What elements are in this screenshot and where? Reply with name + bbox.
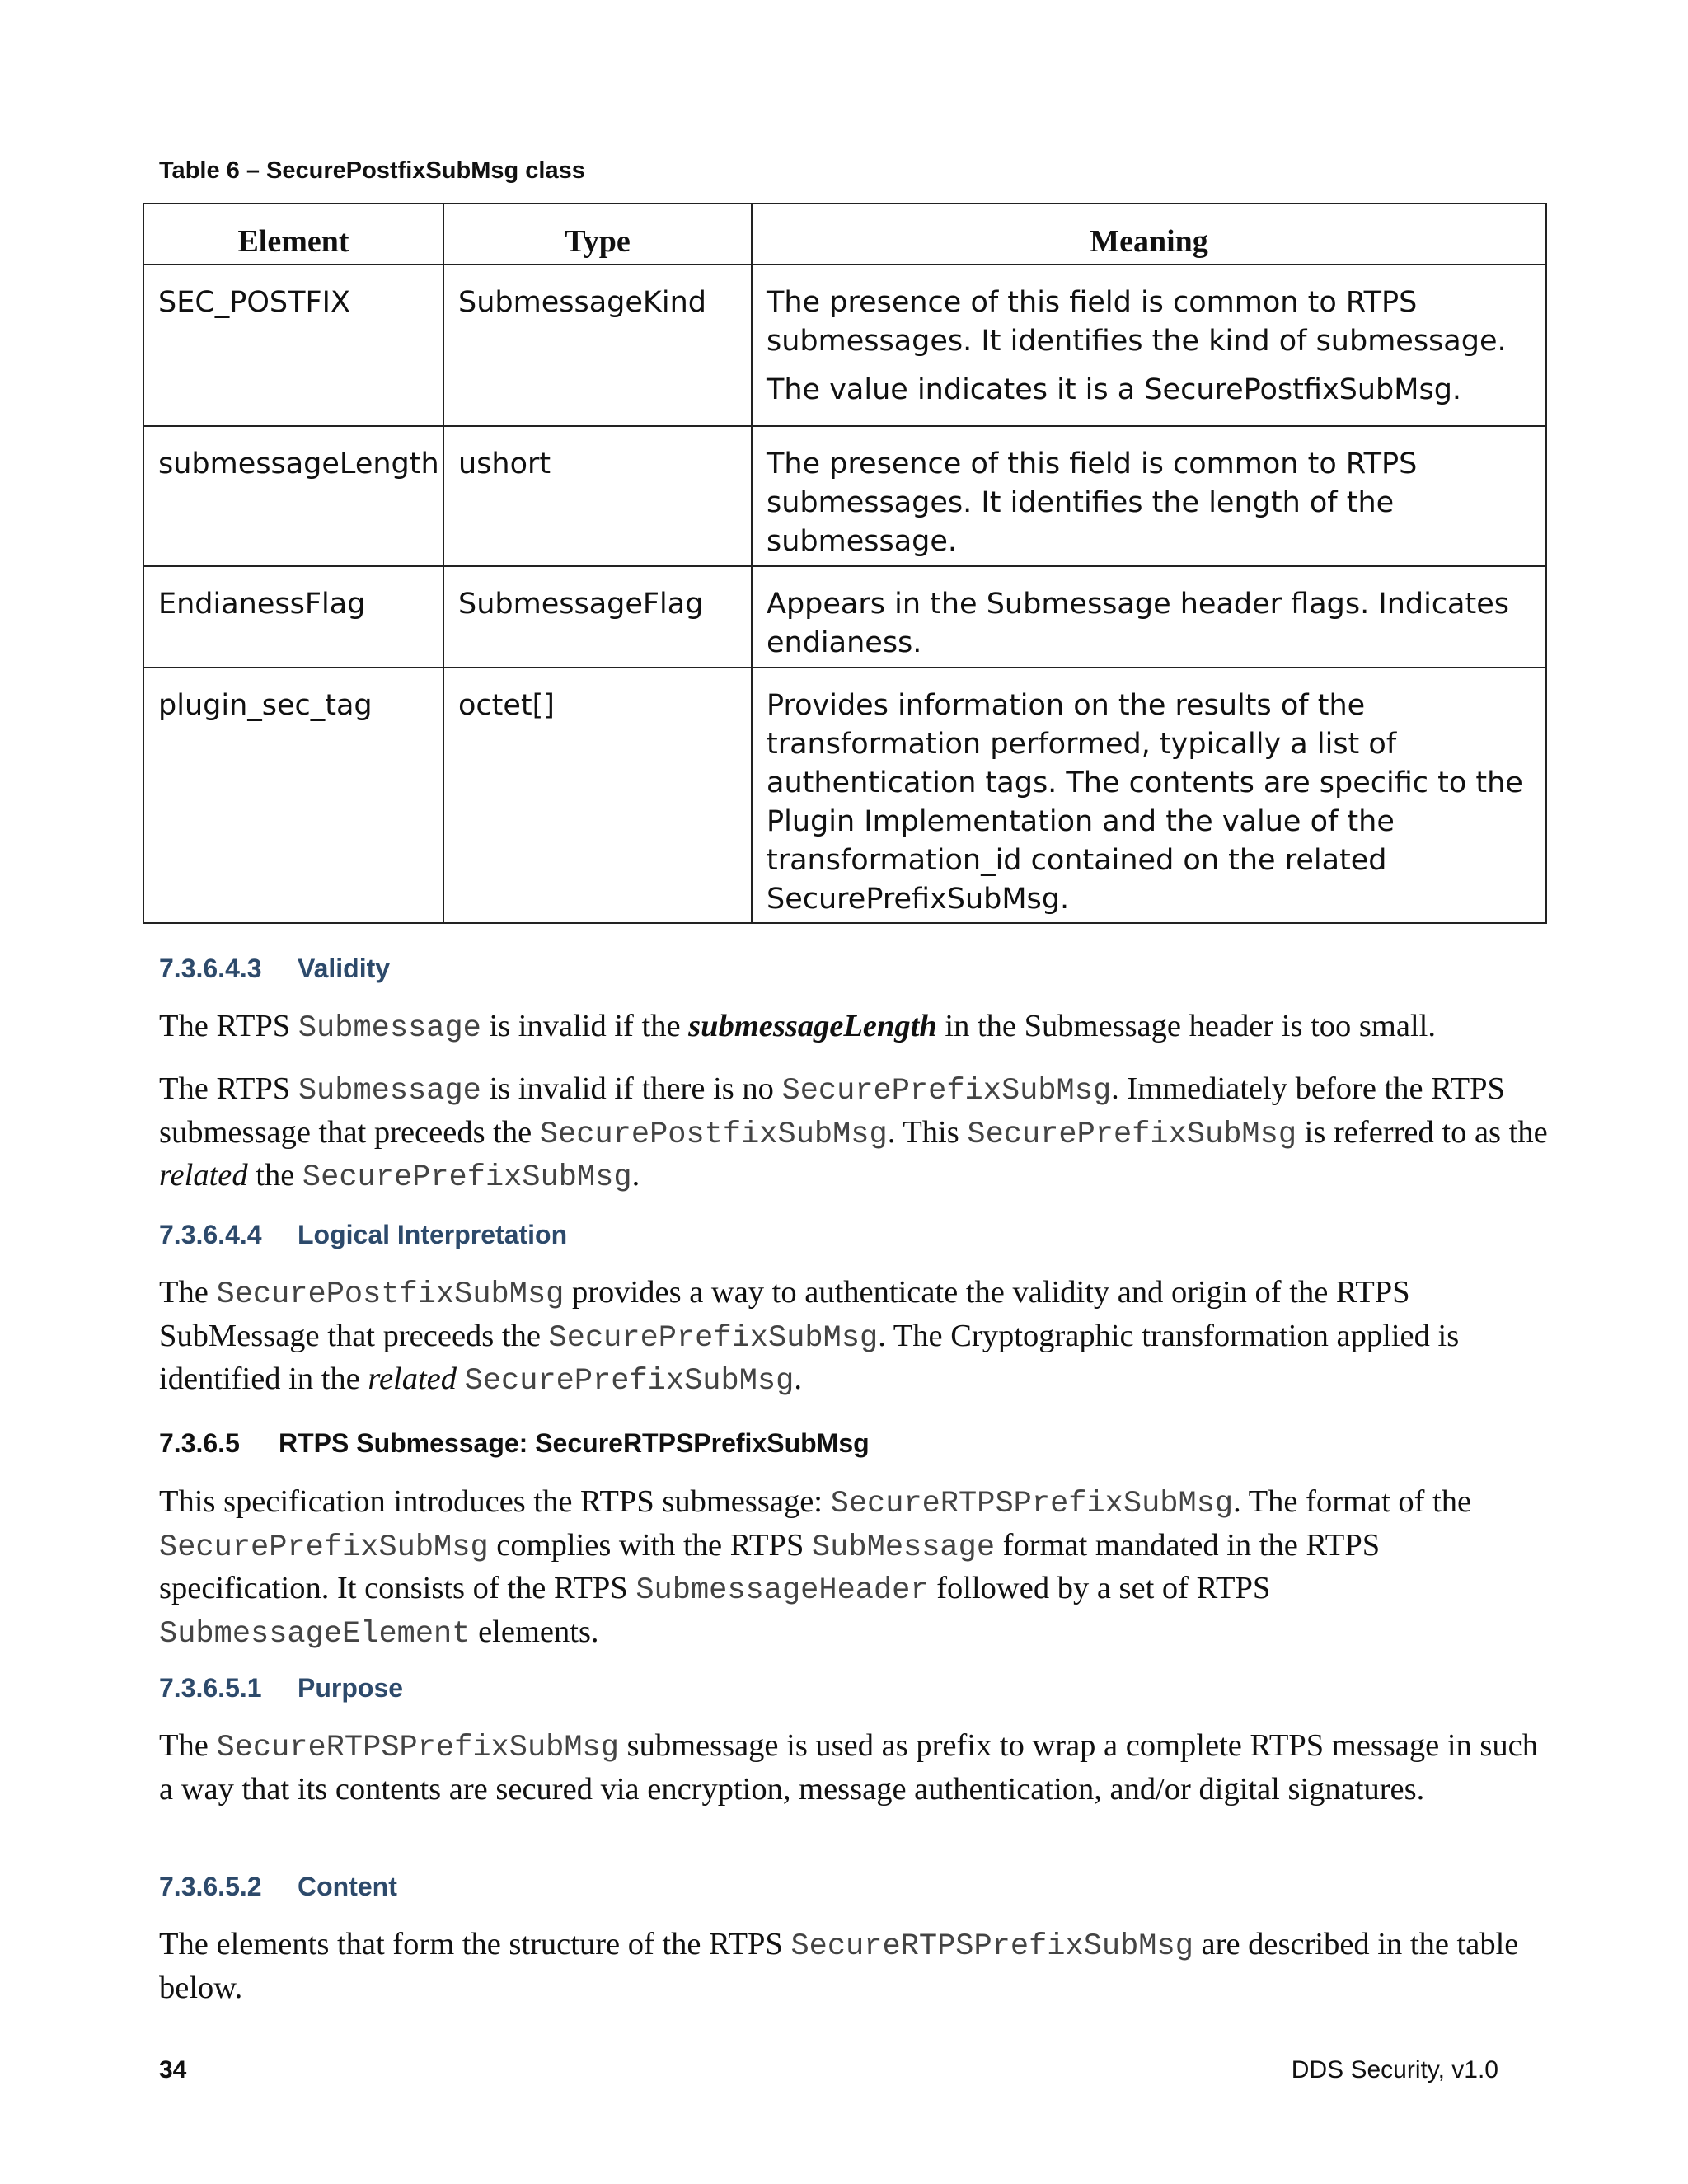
code-term: SecurePostfixSubMsg — [216, 1277, 565, 1312]
validity-paragraph-1: The RTPS Submessage is invalid if the submessageLength in the Submessage header is too small. — [159, 1009, 1436, 1046]
section-number: 7.3.6.4.3 — [159, 954, 262, 983]
code-term: SecurePrefixSubMsg — [548, 1320, 879, 1356]
column-header-element: Element — [143, 204, 443, 265]
section-heading-validity — [159, 954, 390, 984]
code-term: SecurePrefixSubMsg — [781, 1074, 1112, 1108]
code-term: SecurePostfixSubMsg — [539, 1117, 888, 1152]
cell-element: SEC_POSTFIX — [143, 265, 443, 426]
cell-type: SubmessageFlag — [443, 566, 752, 668]
italic-term: related — [368, 1361, 457, 1396]
cell-meaning — [752, 668, 1546, 923]
section-number: 7.3.6.5.2 — [159, 1872, 262, 1901]
section-number: 7.3.6.4.4 — [159, 1220, 262, 1249]
code-term: SecurePrefixSubMsg — [159, 1530, 489, 1565]
cell-meaning — [752, 566, 1546, 668]
code-term: SecureRTPSPrefixSubMsg — [216, 1731, 619, 1765]
code-term: SecurePrefixSubMsg — [302, 1160, 632, 1195]
code-term: SubmessageElement — [159, 1616, 471, 1652]
purpose-paragraph: The SecureRTPSPrefixSubMsg submessage is used as prefix to wrap a complete RTPS message in such a way that its contents are secured via encryption, message authentication, and/or digital signatures. — [159, 1728, 1539, 1807]
column-header-type: Type — [443, 204, 752, 265]
table-row — [143, 566, 1546, 668]
cell-meaning — [752, 426, 1546, 566]
section-heading-logical-interpretation — [159, 1220, 567, 1250]
cell-meaning — [752, 265, 1546, 426]
emphasis-term: submessageLength — [688, 1009, 937, 1043]
cell-type: ushort — [443, 426, 752, 566]
section-number: 7.3.6.5.1 — [159, 1673, 262, 1703]
code-term: SecureRTPSPrefixSubMsg — [790, 1929, 1193, 1964]
cell-element: EndianessFlag — [143, 566, 443, 668]
section-title: Purpose — [298, 1673, 404, 1703]
cell-element: submessageLength — [143, 426, 443, 566]
page-number: 34 — [159, 2056, 187, 2083]
table-header-row — [143, 204, 1546, 265]
section-title: Validity — [298, 954, 391, 983]
meaning-paragraph: Provides information on the results of the transformation performed, typically a list of authentication tags. The contents are specific to the Plugin Implementation and the value of the transformation_id contained on the related SecurePrefixSubMsg. — [767, 689, 1523, 916]
table-row — [143, 426, 1546, 566]
meaning-paragraph: The presence of this field is common to RTPS submessages. It identifies the length of the submessage. — [767, 448, 1418, 558]
secure-postfix-table — [143, 203, 1547, 924]
section-title: Logical Interpretation — [298, 1220, 568, 1249]
code-term: SecureRTPSPrefixSubMsg — [830, 1487, 1234, 1521]
meaning-paragraph: Appears in the Submessage header flags. Indicates endianess. — [767, 588, 1509, 659]
italic-term: related — [159, 1158, 248, 1193]
table-caption: Table 6 – SecurePostfixSubMsg class — [159, 157, 585, 184]
code-term: SecurePrefixSubMsg — [967, 1117, 1297, 1152]
section-number: 7.3.6.5 — [159, 1428, 240, 1458]
table-row — [143, 668, 1546, 923]
table-row — [143, 265, 1546, 426]
cell-type: SubmessageKind — [443, 265, 752, 426]
rtps-submessage-paragraph: This specification introduces the RTPS submessage: SecureRTPSPrefixSubMsg. The format of the SecurePrefixSubMsg complies with the RTPS SubMessage format mandated in the RTPS specification. It consists of the RTPS SubmessageHeader followed by a set of RTPS SubmessageElement elements. — [159, 1484, 1472, 1652]
logical-interpretation-paragraph: The SecurePostfixSubMsg provides a way to authenticate the validity and origin of the RTPS SubMessage that preceeds the SecurePrefixSubMsg. The Cryptographic transformation applied is identified in the related SecurePrefixSubMsg. — [159, 1275, 1460, 1399]
meaning-paragraph: The presence of this field is common to RTPS submessages. It identifies the kind of submessage. — [767, 286, 1507, 358]
document-title-footer: DDS Security, v1.0 — [1291, 2056, 1498, 2083]
validity-paragraph-2: The RTPS Submessage is invalid if there is no SecurePrefixSubMsg. Immediately before the RTPS submessage that preceeds the SecurePostfixSubMsg. This SecurePrefixSubMsg is referred to as the related the SecurePrefixSubMsg. — [159, 1071, 1548, 1195]
meaning-paragraph: The value indicates it is a SecurePostfixSubMsg. — [767, 373, 1462, 406]
section-heading-content — [159, 1872, 397, 1902]
code-term: Submessage — [298, 1011, 481, 1046]
code-term: Submessage — [298, 1074, 481, 1108]
code-term: SubMessage — [812, 1530, 996, 1565]
section-title: Content — [298, 1872, 397, 1901]
code-term: SecurePrefixSubMsg — [464, 1364, 795, 1399]
code-term: SubmessageHeader — [635, 1573, 929, 1608]
section-title: RTPS Submessage: SecureRTPSPrefixSubMsg — [279, 1428, 870, 1458]
section-heading-purpose — [159, 1673, 403, 1704]
cell-element: plugin_sec_tag — [143, 668, 443, 923]
column-header-meaning: Meaning — [752, 204, 1546, 265]
section-heading-rtps-submessage — [159, 1428, 870, 1459]
content-paragraph: The elements that form the structure of the RTPS SecureRTPSPrefixSubMsg are described in the table below. — [159, 1927, 1519, 2005]
cell-type: octet[] — [443, 668, 752, 923]
